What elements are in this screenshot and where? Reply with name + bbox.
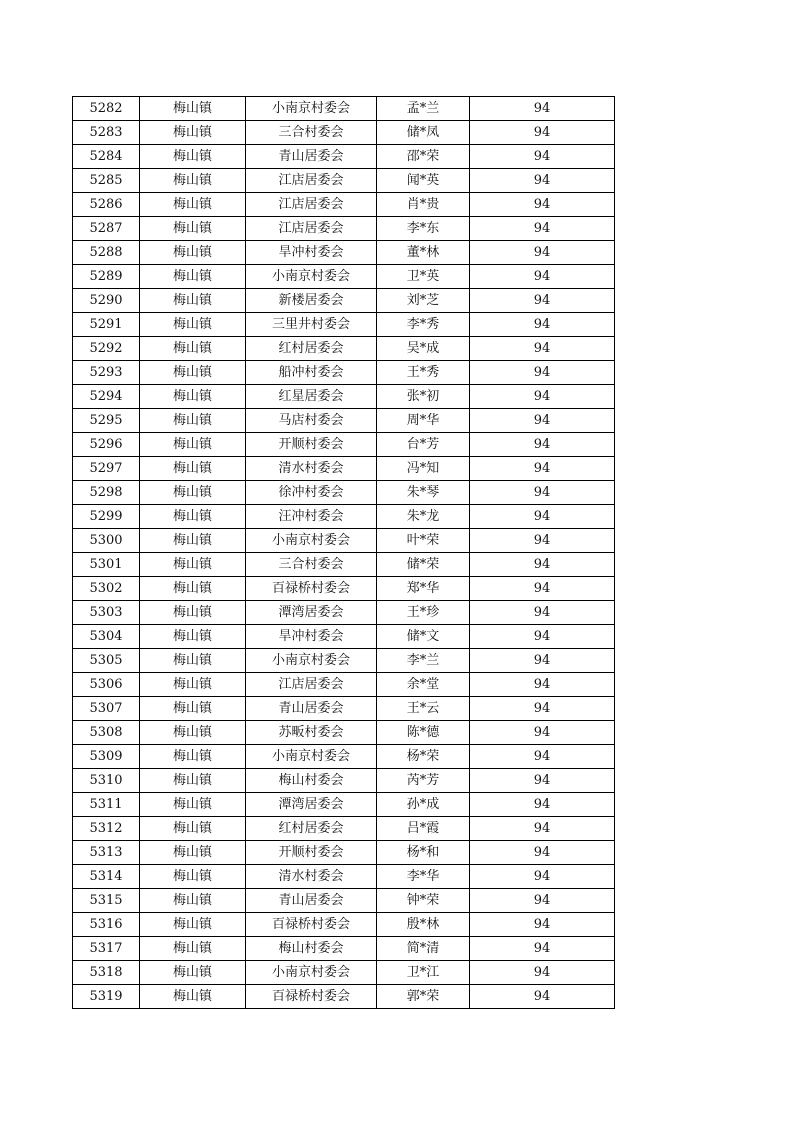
data-table (72, 96, 615, 1009)
town-cell: 梅山镇 (140, 289, 246, 313)
table-row (73, 985, 615, 1009)
row-number-cell: 5296 (73, 433, 140, 457)
value-cell: 94 (470, 529, 615, 553)
table-row (73, 433, 615, 457)
value-cell: 94 (470, 841, 615, 865)
village-committee-cell: 清水村委会 (246, 457, 377, 481)
table-row (73, 745, 615, 769)
row-number-cell: 5311 (73, 793, 140, 817)
table-row (73, 505, 615, 529)
name-cell: 卫*江 (377, 961, 470, 985)
table-row (73, 289, 615, 313)
village-committee-cell: 江店居委会 (246, 169, 377, 193)
village-committee-cell: 清水村委会 (246, 865, 377, 889)
town-cell: 梅山镇 (140, 145, 246, 169)
value-cell: 94 (470, 121, 615, 145)
village-committee-cell: 红村居委会 (246, 817, 377, 841)
table-row (73, 241, 615, 265)
value-cell: 94 (470, 721, 615, 745)
town-cell: 梅山镇 (140, 841, 246, 865)
table-row (73, 217, 615, 241)
row-number-cell: 5319 (73, 985, 140, 1009)
village-committee-cell: 三里井村委会 (246, 313, 377, 337)
town-cell: 梅山镇 (140, 625, 246, 649)
row-number-cell: 5293 (73, 361, 140, 385)
village-committee-cell: 旱冲村委会 (246, 625, 377, 649)
value-cell: 94 (470, 385, 615, 409)
name-cell: 钟*荣 (377, 889, 470, 913)
town-cell: 梅山镇 (140, 121, 246, 145)
name-cell: 朱*琴 (377, 481, 470, 505)
row-number-cell: 5299 (73, 505, 140, 529)
value-cell: 94 (470, 937, 615, 961)
name-cell: 储*荣 (377, 553, 470, 577)
value-cell: 94 (470, 865, 615, 889)
value-cell: 94 (470, 745, 615, 769)
table-row (73, 697, 615, 721)
value-cell: 94 (470, 169, 615, 193)
town-cell: 梅山镇 (140, 721, 246, 745)
village-committee-cell: 旱冲村委会 (246, 241, 377, 265)
name-cell: 王*秀 (377, 361, 470, 385)
value-cell: 94 (470, 817, 615, 841)
name-cell: 简*清 (377, 937, 470, 961)
row-number-cell: 5284 (73, 145, 140, 169)
village-committee-cell: 江店居委会 (246, 673, 377, 697)
name-cell: 李*东 (377, 217, 470, 241)
value-cell: 94 (470, 409, 615, 433)
table-row (73, 817, 615, 841)
row-number-cell: 5291 (73, 313, 140, 337)
row-number-cell: 5288 (73, 241, 140, 265)
name-cell: 芮*芳 (377, 769, 470, 793)
value-cell: 94 (470, 97, 615, 121)
table-row (73, 409, 615, 433)
row-number-cell: 5305 (73, 649, 140, 673)
table-row (73, 337, 615, 361)
village-committee-cell: 汪冲村委会 (246, 505, 377, 529)
value-cell: 94 (470, 697, 615, 721)
table-row (73, 841, 615, 865)
town-cell: 梅山镇 (140, 673, 246, 697)
value-cell: 94 (470, 193, 615, 217)
table-row (73, 769, 615, 793)
row-number-cell: 5302 (73, 577, 140, 601)
town-cell: 梅山镇 (140, 553, 246, 577)
village-committee-cell: 苏畈村委会 (246, 721, 377, 745)
town-cell: 梅山镇 (140, 385, 246, 409)
table-row (73, 961, 615, 985)
row-number-cell: 5286 (73, 193, 140, 217)
town-cell: 梅山镇 (140, 793, 246, 817)
village-committee-cell: 梅山村委会 (246, 937, 377, 961)
name-cell: 储*凤 (377, 121, 470, 145)
village-committee-cell: 船冲村委会 (246, 361, 377, 385)
town-cell: 梅山镇 (140, 913, 246, 937)
row-number-cell: 5317 (73, 937, 140, 961)
name-cell: 余*堂 (377, 673, 470, 697)
table-row (73, 121, 615, 145)
value-cell: 94 (470, 457, 615, 481)
village-committee-cell: 徐冲村委会 (246, 481, 377, 505)
village-committee-cell: 红星居委会 (246, 385, 377, 409)
name-cell: 吕*霞 (377, 817, 470, 841)
row-number-cell: 5289 (73, 265, 140, 289)
name-cell: 李*华 (377, 865, 470, 889)
table-row (73, 481, 615, 505)
town-cell: 梅山镇 (140, 337, 246, 361)
value-cell: 94 (470, 625, 615, 649)
row-number-cell: 5307 (73, 697, 140, 721)
table-row (73, 937, 615, 961)
village-committee-cell: 三合村委会 (246, 121, 377, 145)
name-cell: 杨*和 (377, 841, 470, 865)
town-cell: 梅山镇 (140, 865, 246, 889)
table-row (73, 169, 615, 193)
village-committee-cell: 江店居委会 (246, 217, 377, 241)
town-cell: 梅山镇 (140, 265, 246, 289)
table-row (73, 673, 615, 697)
table-row (73, 625, 615, 649)
name-cell: 叶*荣 (377, 529, 470, 553)
table-row (73, 97, 615, 121)
row-number-cell: 5314 (73, 865, 140, 889)
town-cell: 梅山镇 (140, 505, 246, 529)
town-cell: 梅山镇 (140, 313, 246, 337)
value-cell: 94 (470, 265, 615, 289)
town-cell: 梅山镇 (140, 937, 246, 961)
name-cell: 孟*兰 (377, 97, 470, 121)
town-cell: 梅山镇 (140, 601, 246, 625)
row-number-cell: 5295 (73, 409, 140, 433)
table-row (73, 577, 615, 601)
row-number-cell: 5318 (73, 961, 140, 985)
town-cell: 梅山镇 (140, 457, 246, 481)
value-cell: 94 (470, 961, 615, 985)
table-row (73, 313, 615, 337)
town-cell: 梅山镇 (140, 889, 246, 913)
name-cell: 郭*荣 (377, 985, 470, 1009)
row-number-cell: 5287 (73, 217, 140, 241)
value-cell: 94 (470, 145, 615, 169)
town-cell: 梅山镇 (140, 241, 246, 265)
village-committee-cell: 新楼居委会 (246, 289, 377, 313)
value-cell: 94 (470, 889, 615, 913)
name-cell: 朱*龙 (377, 505, 470, 529)
value-cell: 94 (470, 217, 615, 241)
village-committee-cell: 百禄桥村委会 (246, 985, 377, 1009)
town-cell: 梅山镇 (140, 697, 246, 721)
name-cell: 李*兰 (377, 649, 470, 673)
value-cell: 94 (470, 793, 615, 817)
town-cell: 梅山镇 (140, 769, 246, 793)
value-cell: 94 (470, 313, 615, 337)
value-cell: 94 (470, 337, 615, 361)
name-cell: 董*林 (377, 241, 470, 265)
name-cell: 储*文 (377, 625, 470, 649)
table-row (73, 649, 615, 673)
table-row (73, 721, 615, 745)
row-number-cell: 5316 (73, 913, 140, 937)
row-number-cell: 5292 (73, 337, 140, 361)
town-cell: 梅山镇 (140, 817, 246, 841)
value-cell: 94 (470, 361, 615, 385)
table-row (73, 529, 615, 553)
row-number-cell: 5306 (73, 673, 140, 697)
village-committee-cell: 青山居委会 (246, 889, 377, 913)
town-cell: 梅山镇 (140, 577, 246, 601)
town-cell: 梅山镇 (140, 361, 246, 385)
town-cell: 梅山镇 (140, 97, 246, 121)
village-committee-cell: 开顺村委会 (246, 433, 377, 457)
value-cell: 94 (470, 241, 615, 265)
row-number-cell: 5294 (73, 385, 140, 409)
name-cell: 冯*知 (377, 457, 470, 481)
value-cell: 94 (470, 985, 615, 1009)
row-number-cell: 5283 (73, 121, 140, 145)
row-number-cell: 5282 (73, 97, 140, 121)
name-cell: 李*秀 (377, 313, 470, 337)
village-committee-cell: 红村居委会 (246, 337, 377, 361)
table-row (73, 385, 615, 409)
name-cell: 吴*成 (377, 337, 470, 361)
value-cell: 94 (470, 553, 615, 577)
village-committee-cell: 百禄桥村委会 (246, 577, 377, 601)
name-cell: 邵*荣 (377, 145, 470, 169)
table-row (73, 601, 615, 625)
table-row (73, 361, 615, 385)
value-cell: 94 (470, 505, 615, 529)
name-cell: 张*初 (377, 385, 470, 409)
village-committee-cell: 开顺村委会 (246, 841, 377, 865)
name-cell: 王*云 (377, 697, 470, 721)
name-cell: 孙*成 (377, 793, 470, 817)
value-cell: 94 (470, 769, 615, 793)
row-number-cell: 5309 (73, 745, 140, 769)
row-number-cell: 5303 (73, 601, 140, 625)
town-cell: 梅山镇 (140, 409, 246, 433)
table-row (73, 889, 615, 913)
town-cell: 梅山镇 (140, 745, 246, 769)
row-number-cell: 5300 (73, 529, 140, 553)
town-cell: 梅山镇 (140, 985, 246, 1009)
name-cell: 殷*林 (377, 913, 470, 937)
village-committee-cell: 潭湾居委会 (246, 601, 377, 625)
village-committee-cell: 小南京村委会 (246, 97, 377, 121)
row-number-cell: 5310 (73, 769, 140, 793)
name-cell: 闻*英 (377, 169, 470, 193)
row-number-cell: 5313 (73, 841, 140, 865)
value-cell: 94 (470, 577, 615, 601)
town-cell: 梅山镇 (140, 193, 246, 217)
table-row (73, 913, 615, 937)
town-cell: 梅山镇 (140, 529, 246, 553)
name-cell: 杨*荣 (377, 745, 470, 769)
town-cell: 梅山镇 (140, 433, 246, 457)
table-row (73, 193, 615, 217)
table-row (73, 553, 615, 577)
table-row (73, 793, 615, 817)
name-cell: 周*华 (377, 409, 470, 433)
table-row (73, 265, 615, 289)
value-cell: 94 (470, 913, 615, 937)
village-committee-cell: 百禄桥村委会 (246, 913, 377, 937)
value-cell: 94 (470, 433, 615, 457)
row-number-cell: 5312 (73, 817, 140, 841)
row-number-cell: 5298 (73, 481, 140, 505)
town-cell: 梅山镇 (140, 481, 246, 505)
town-cell: 梅山镇 (140, 169, 246, 193)
table-row (73, 145, 615, 169)
village-committee-cell: 青山居委会 (246, 145, 377, 169)
village-committee-cell: 小南京村委会 (246, 649, 377, 673)
village-committee-cell: 江店居委会 (246, 193, 377, 217)
village-committee-cell: 小南京村委会 (246, 265, 377, 289)
town-cell: 梅山镇 (140, 217, 246, 241)
town-cell: 梅山镇 (140, 961, 246, 985)
value-cell: 94 (470, 601, 615, 625)
row-number-cell: 5297 (73, 457, 140, 481)
village-committee-cell: 马店村委会 (246, 409, 377, 433)
row-number-cell: 5301 (73, 553, 140, 577)
town-cell: 梅山镇 (140, 649, 246, 673)
row-number-cell: 5290 (73, 289, 140, 313)
village-committee-cell: 小南京村委会 (246, 529, 377, 553)
value-cell: 94 (470, 673, 615, 697)
name-cell: 卫*英 (377, 265, 470, 289)
name-cell: 陈*德 (377, 721, 470, 745)
village-committee-cell: 梅山村委会 (246, 769, 377, 793)
value-cell: 94 (470, 289, 615, 313)
village-committee-cell: 潭湾居委会 (246, 793, 377, 817)
name-cell: 王*珍 (377, 601, 470, 625)
village-committee-cell: 小南京村委会 (246, 961, 377, 985)
table-body (73, 97, 615, 1009)
row-number-cell: 5315 (73, 889, 140, 913)
value-cell: 94 (470, 649, 615, 673)
value-cell: 94 (470, 481, 615, 505)
name-cell: 郑*华 (377, 577, 470, 601)
name-cell: 刘*芝 (377, 289, 470, 313)
table-row (73, 865, 615, 889)
table-row (73, 457, 615, 481)
name-cell: 肖*贵 (377, 193, 470, 217)
village-committee-cell: 青山居委会 (246, 697, 377, 721)
row-number-cell: 5308 (73, 721, 140, 745)
row-number-cell: 5304 (73, 625, 140, 649)
name-cell: 台*芳 (377, 433, 470, 457)
village-committee-cell: 三合村委会 (246, 553, 377, 577)
row-number-cell: 5285 (73, 169, 140, 193)
village-committee-cell: 小南京村委会 (246, 745, 377, 769)
